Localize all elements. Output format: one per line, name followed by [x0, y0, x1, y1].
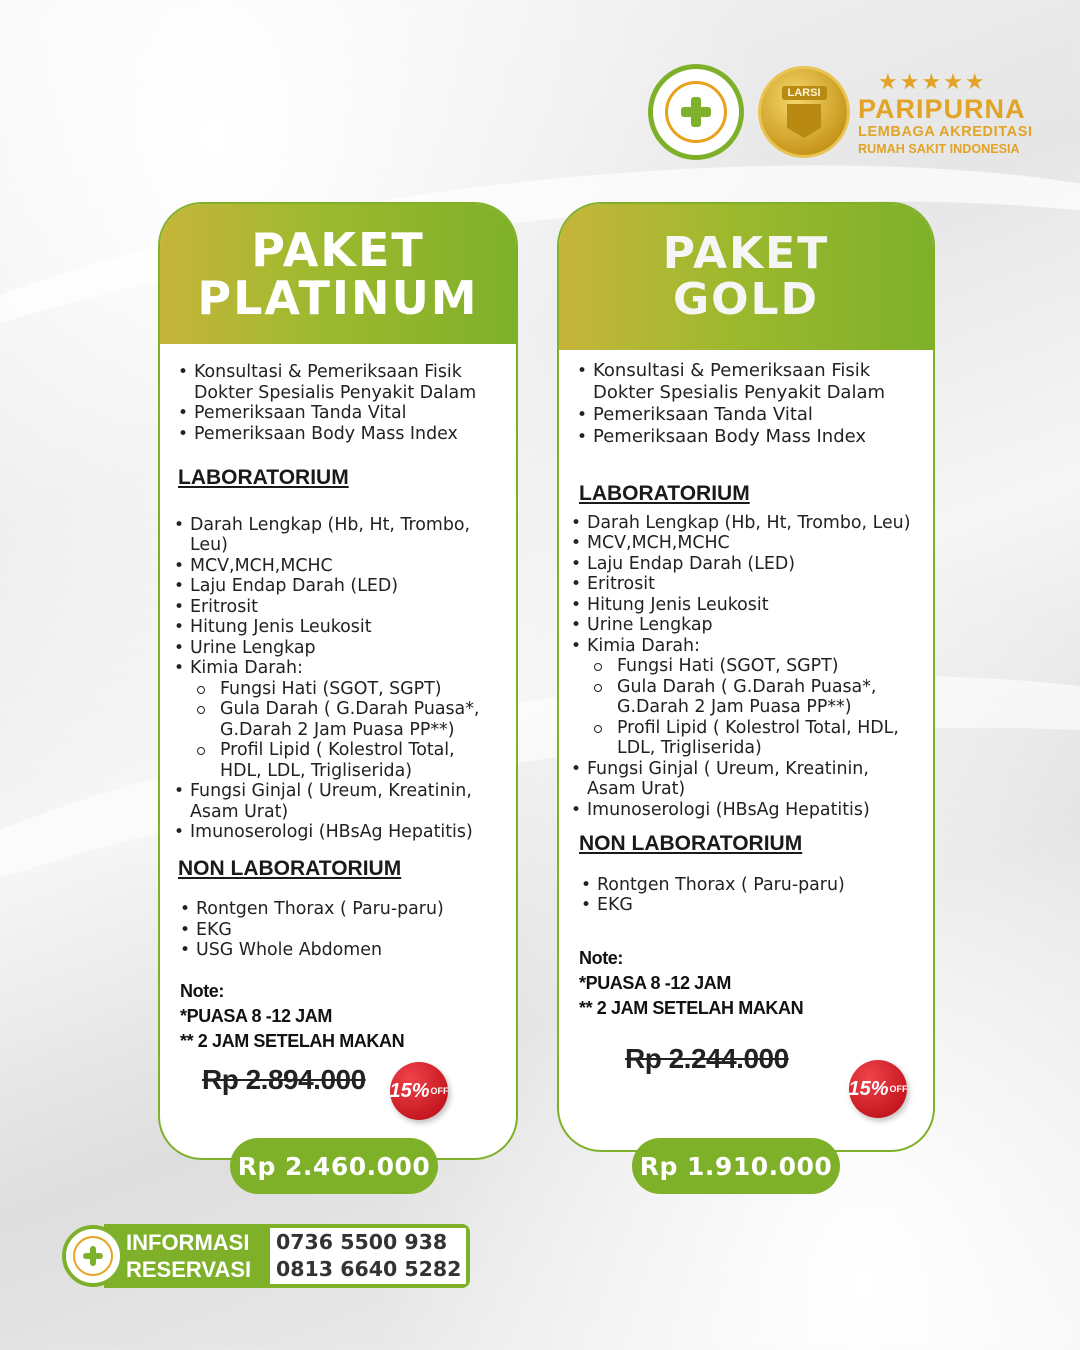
list-item: • Imunoserologi (HBsAg Hepatitis) — [563, 800, 915, 821]
package-card-platinum — [158, 202, 518, 1160]
note-block — [579, 946, 923, 1021]
final-price-platinum: Rp 2.460.000 — [230, 1138, 438, 1194]
package-title-line-2: GOLD — [672, 274, 820, 325]
hospital-logo — [648, 64, 744, 160]
list-item: • Imunoserologi (HBsAg Hepatitis) — [166, 822, 500, 843]
nonlab-list — [172, 899, 506, 961]
list-item: • MCV,MCH,MCHC — [563, 533, 915, 554]
original-price: Rp 2.244.000 — [625, 1042, 789, 1074]
package-header — [160, 204, 516, 344]
discount-value: 15% — [389, 1079, 430, 1102]
larsi-label: LARSI — [782, 86, 827, 100]
shield-icon — [787, 104, 821, 138]
phone-number-2[interactable]: 0813 6640 5282 — [276, 1257, 462, 1281]
hospital-cross-icon — [73, 1236, 113, 1276]
sub-list-item: Gula Darah ( G.Darah Puasa*, G.Darah 2 Jam Puasa PP**) — [587, 677, 915, 718]
sub-list-item: Fungsi Hati (SGOT, SGPT) — [587, 656, 915, 677]
hospital-cross-icon — [665, 81, 727, 143]
rating-stars: ★★★★★ — [878, 70, 987, 95]
discount-value: 15% — [848, 1077, 889, 1100]
package-card-gold — [557, 202, 935, 1152]
contact-phones — [270, 1228, 466, 1284]
note-line-1: *PUASA 8 -12 JAM — [579, 972, 731, 993]
lab-list — [166, 515, 506, 843]
package-title-line-2: PLATINUM — [197, 271, 479, 325]
lab-section-title: LABORATORIUM — [579, 482, 750, 505]
list-item: • Fungsi Ginjal ( Ureum, Kreatinin, Asam Urat) — [563, 759, 915, 800]
list-item: • Fungsi Ginjal ( Ureum, Kreatinin, Asam Urat) — [166, 781, 500, 822]
list-item: • Hitung Jenis Leukosit — [166, 617, 500, 638]
list-item: • Urine Lengkap — [166, 638, 500, 659]
package-title-line-1: PAKET — [251, 222, 425, 277]
discount-sub: OFF — [889, 1084, 908, 1094]
contact-label-reservation: RESERVASI — [126, 1257, 252, 1282]
contact-label-info: INFORMASI — [126, 1230, 250, 1255]
footer-hospital-logo — [62, 1225, 124, 1287]
package-header — [559, 204, 933, 350]
list-item: • Darah Lengkap (Hb, Ht, Trombo, Leu) — [166, 515, 500, 556]
list-item: • Eritrosit — [563, 574, 915, 595]
list-item: • Pemeriksaan Tanda Vital — [569, 404, 923, 426]
list-item: • EKG — [172, 920, 506, 941]
general-list — [569, 360, 923, 448]
kimia-sublist — [190, 679, 500, 782]
list-item-label: Kimia Darah: — [190, 658, 303, 678]
note-block — [180, 979, 506, 1054]
list-item: • Urine Lengkap — [563, 615, 915, 636]
nonlab-section-title: NON LABORATORIUM — [178, 856, 402, 880]
package-title-line-1: PAKET — [662, 227, 830, 279]
list-item: • Konsultasi & Pemeriksaan Fisik Dokter Spesialis Penyakit Dalam — [569, 360, 923, 404]
original-price: Rp 2.894.000 — [202, 1063, 366, 1095]
final-price-gold: Rp 1.910.000 — [632, 1138, 840, 1194]
discount-sub: OFF — [430, 1086, 449, 1096]
note-line-2: ** 2 JAM SETELAH MAKAN — [579, 997, 804, 1018]
list-item: • EKG — [573, 895, 923, 916]
lab-section-title: LABORATORIUM — [178, 466, 349, 489]
list-item — [563, 636, 915, 759]
accreditation-line-1: LEMBAGA AKREDITASI — [858, 124, 1033, 140]
list-item: • Pemeriksaan Body Mass Index — [170, 424, 506, 445]
nonlab-list — [573, 875, 923, 916]
list-item: • Laju Endap Darah (LED) — [166, 576, 500, 597]
accreditation-line-2: RUMAH SAKIT INDONESIA — [858, 142, 1020, 156]
larsi-seal — [758, 66, 850, 158]
list-item: • Eritrosit — [166, 597, 500, 618]
general-list — [170, 362, 506, 444]
list-item: • Hitung Jenis Leukosit — [563, 595, 915, 616]
note-line-1: *PUASA 8 -12 JAM — [180, 1005, 332, 1026]
accreditation-title: PARIPURNA — [858, 94, 1026, 124]
discount-badge — [849, 1060, 907, 1118]
sub-list-item: Fungsi Hati (SGOT, SGPT) — [190, 679, 500, 700]
note-title: Note: — [579, 947, 623, 968]
list-item-label: Kimia Darah: — [587, 635, 700, 656]
list-item: • Rontgen Thorax ( Paru-paru) — [573, 875, 923, 896]
sub-list-item: Profil Lipid ( Kolestrol Total, HDL, LDL, Trigliserida) — [190, 740, 500, 781]
list-item: • Pemeriksaan Tanda Vital — [170, 403, 506, 424]
sub-list-item: Gula Darah ( G.Darah Puasa*, G.Darah 2 Jam Puasa PP**) — [190, 699, 500, 740]
sub-list-item: Profil Lipid ( Kolestrol Total, HDL, LDL, Trigliserida) — [587, 718, 915, 759]
discount-badge — [390, 1062, 448, 1120]
contact-labels — [126, 1229, 251, 1283]
list-item: • Pemeriksaan Body Mass Index — [569, 426, 923, 448]
phone-number-1[interactable]: 0736 5500 938 — [276, 1230, 448, 1254]
note-title: Note: — [180, 980, 224, 1001]
lab-list — [563, 513, 923, 821]
list-item: • Darah Lengkap (Hb, Ht, Trombo, Leu) — [563, 513, 915, 534]
note-line-2: ** 2 JAM SETELAH MAKAN — [180, 1030, 405, 1051]
list-item: • Laju Endap Darah (LED) — [563, 554, 915, 575]
list-item — [166, 658, 500, 781]
nonlab-section-title: NON LABORATORIUM — [579, 832, 803, 855]
list-item: • USG Whole Abdomen — [172, 940, 506, 961]
list-item: • Rontgen Thorax ( Paru-paru) — [172, 899, 506, 920]
list-item: • Konsultasi & Pemeriksaan Fisik Dokter Spesialis Penyakit Dalam — [170, 362, 506, 403]
list-item: • MCV,MCH,MCHC — [166, 556, 500, 577]
kimia-sublist — [587, 656, 915, 759]
package-body — [559, 350, 933, 1074]
